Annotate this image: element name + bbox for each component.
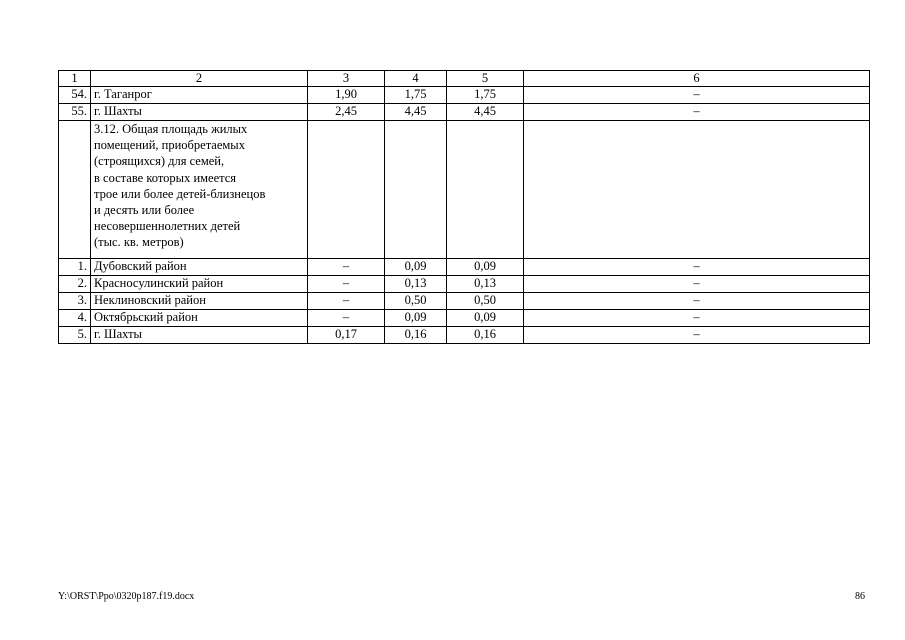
row-value-col4: 0,09: [385, 259, 447, 276]
row-value-col3: –: [308, 259, 385, 276]
table-row: [59, 310, 870, 327]
footer-file-path: Y:\ORST\Ppo\0320p187.f19.docx: [58, 591, 195, 602]
table-row: [59, 276, 870, 293]
section-empty-cell: [308, 121, 385, 259]
row-name: г. Таганрог: [91, 87, 308, 104]
row-value-col6: –: [524, 276, 870, 293]
table-row: [59, 293, 870, 310]
header-cell-3: 3: [308, 71, 385, 87]
row-number: 1.: [59, 259, 91, 276]
section-empty-cell: [447, 121, 524, 259]
row-value-col5: 0,13: [447, 276, 524, 293]
table-row: [59, 259, 870, 276]
header-row: [59, 71, 870, 87]
row-value-col3: –: [308, 276, 385, 293]
row-name: Дубовский район: [91, 259, 308, 276]
row-value-col3: –: [308, 293, 385, 310]
table-row: [59, 104, 870, 121]
row-value-col5: 0,09: [447, 310, 524, 327]
table-row: [59, 327, 870, 344]
section-empty-cell: [524, 121, 870, 259]
row-name: Неклиновский район: [91, 293, 308, 310]
row-value-col3: 2,45: [308, 104, 385, 121]
row-value-col3: 1,90: [308, 87, 385, 104]
row-name: г. Шахты: [91, 104, 308, 121]
row-value-col3: 0,17: [308, 327, 385, 344]
header-cell-6: 6: [524, 71, 870, 87]
row-value-col6: –: [524, 310, 870, 327]
row-value-col4: 1,75: [385, 87, 447, 104]
row-name: Октябрьский район: [91, 310, 308, 327]
row-value-col5: 0,16: [447, 327, 524, 344]
row-number: 3.: [59, 293, 91, 310]
row-number: 2.: [59, 276, 91, 293]
row-value-col4: 4,45: [385, 104, 447, 121]
section-empty-cell: [385, 121, 447, 259]
row-name: Красносулинский район: [91, 276, 308, 293]
row-number: 54.: [59, 87, 91, 104]
header-cell-2: 2: [91, 71, 308, 87]
data-table: [58, 70, 870, 344]
row-value-col5: 0,50: [447, 293, 524, 310]
row-value-col5: 0,09: [447, 259, 524, 276]
table-row: [59, 87, 870, 104]
row-number: 4.: [59, 310, 91, 327]
footer-page-number: 86: [855, 591, 865, 602]
row-value-col4: 0,16: [385, 327, 447, 344]
header-cell-1: 1: [59, 71, 91, 87]
row-value-col4: 0,09: [385, 310, 447, 327]
section-number-cell: [59, 121, 91, 259]
row-value-col6: –: [524, 327, 870, 344]
header-cell-4: 4: [385, 71, 447, 87]
row-value-col6: –: [524, 87, 870, 104]
section-row: [59, 121, 870, 259]
header-cell-5: 5: [447, 71, 524, 87]
row-value-col6: –: [524, 293, 870, 310]
row-value-col3: –: [308, 310, 385, 327]
row-value-col4: 0,50: [385, 293, 447, 310]
row-name: г. Шахты: [91, 327, 308, 344]
section-title-cell: [91, 121, 308, 259]
row-number: 55.: [59, 104, 91, 121]
section-title: 3.12. Общая площадь жилых помещений, приобретаемых (строящихся) для семей, в составе которых имеется трое или более детей-близнецов и десять или более несовершеннолетних детей (тыс. кв. метров): [94, 122, 266, 250]
row-value-col4: 0,13: [385, 276, 447, 293]
row-number: 5.: [59, 327, 91, 344]
row-value-col6: –: [524, 259, 870, 276]
row-value-col6: –: [524, 104, 870, 121]
row-value-col5: 4,45: [447, 104, 524, 121]
row-value-col5: 1,75: [447, 87, 524, 104]
